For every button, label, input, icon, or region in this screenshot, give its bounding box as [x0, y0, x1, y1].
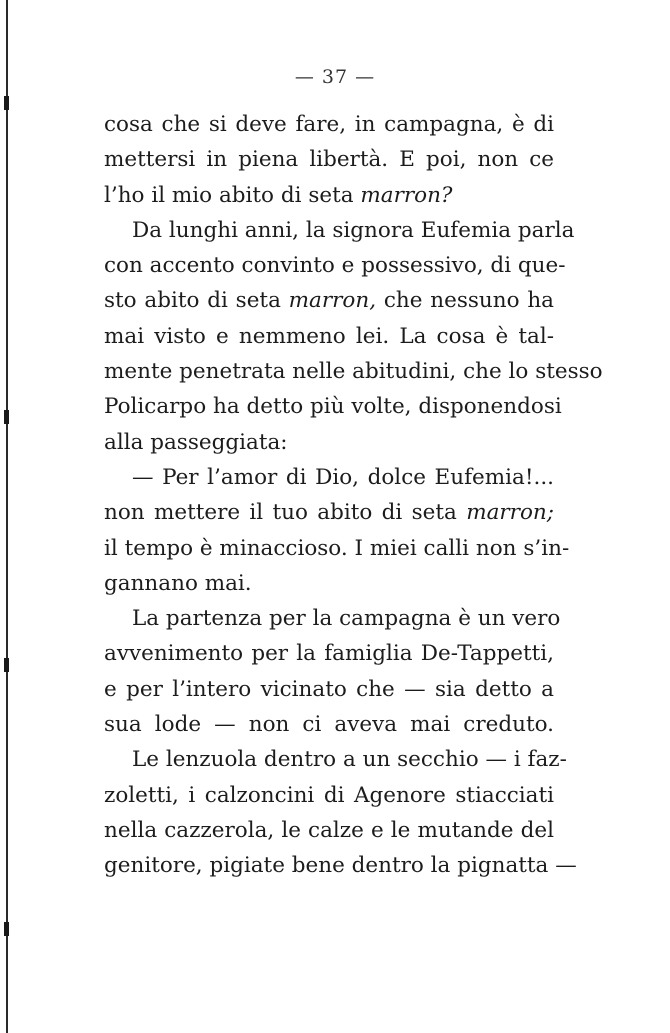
text-line: [104, 178, 554, 213]
text-span: La partenza per la campagna è un vero: [132, 606, 561, 632]
text-line: [104, 495, 554, 530]
text-span: Policarpo ha detto più volte, disponendosi: [104, 394, 562, 420]
text-span: alla passeggiata:: [104, 429, 288, 455]
text-span: — Per l’amor di Dio, dolce Eufemia!...: [132, 464, 554, 490]
text-span: sto abito di seta: [104, 288, 289, 314]
text-span: genitore, pigiate bene dentro la pignatta —: [104, 853, 577, 879]
text-span: il tempo è minaccioso. I miei calli non s’in-: [104, 535, 570, 561]
text-span: Le lenzuola dentro a un secchio — i faz-: [132, 747, 567, 773]
page-number: — 37 —: [294, 66, 376, 88]
text-span: e per l’intero vicinato che — sia detto a: [104, 676, 554, 702]
binding-mark: [4, 410, 9, 424]
text-span: l’ho il mio abito di seta: [104, 182, 361, 208]
text-line: [104, 566, 554, 601]
text-line: [104, 319, 554, 354]
text-span: che nessuno ha: [376, 288, 554, 314]
text-span: avvenimento per la famiglia De-Tappetti,: [104, 641, 554, 667]
text-line: [104, 142, 554, 177]
text-line: [104, 707, 554, 742]
binding-mark: [4, 96, 9, 110]
italic-word: marron?: [360, 182, 453, 208]
text-span: sua lode — non ci aveva mai creduto.: [104, 712, 554, 738]
text-line: [104, 813, 554, 848]
body-text: [104, 107, 603, 884]
text-span: Da lunghi anni, la signora Eufemia parla: [132, 217, 575, 243]
text-span: con accento convinto e possessivo, di que-: [104, 253, 566, 279]
text-line: [104, 460, 554, 495]
text-line: [104, 778, 554, 813]
text-line: [104, 425, 554, 460]
italic-word: marron;: [466, 500, 554, 526]
text-span: cosa che si deve fare, in campagna, è di: [104, 112, 554, 137]
text-span: non mettere il tuo abito di seta: [104, 500, 467, 526]
text-line: [104, 248, 566, 283]
text-line: [104, 354, 603, 389]
text-line: [104, 601, 561, 636]
page-binding-edge: [6, 0, 8, 1033]
text-line: [104, 531, 570, 566]
text-line: [104, 742, 567, 777]
text-line: [104, 213, 575, 248]
text-line: [104, 107, 554, 142]
binding-mark: [4, 922, 9, 936]
text-line: [104, 848, 577, 883]
text-span: mai visto e nemmeno lei. La cosa è tal-: [104, 323, 554, 349]
text-span: gannano mai.: [104, 570, 252, 596]
text-span: nella cazzerola, le calze e le mutande del: [104, 817, 554, 843]
text-line: [104, 389, 562, 424]
text-span: mettersi in piena libertà. E poi, non ce: [104, 147, 554, 173]
italic-word: marron,: [288, 288, 377, 314]
text-line: [104, 283, 554, 318]
text-span: mente penetrata nelle abitudini, che lo stesso: [104, 359, 603, 385]
binding-mark: [4, 658, 9, 672]
text-line: [104, 672, 554, 707]
text-span: zoletti, i calzoncini di Agenore stiacciati: [104, 782, 554, 808]
text-line: [104, 636, 554, 671]
